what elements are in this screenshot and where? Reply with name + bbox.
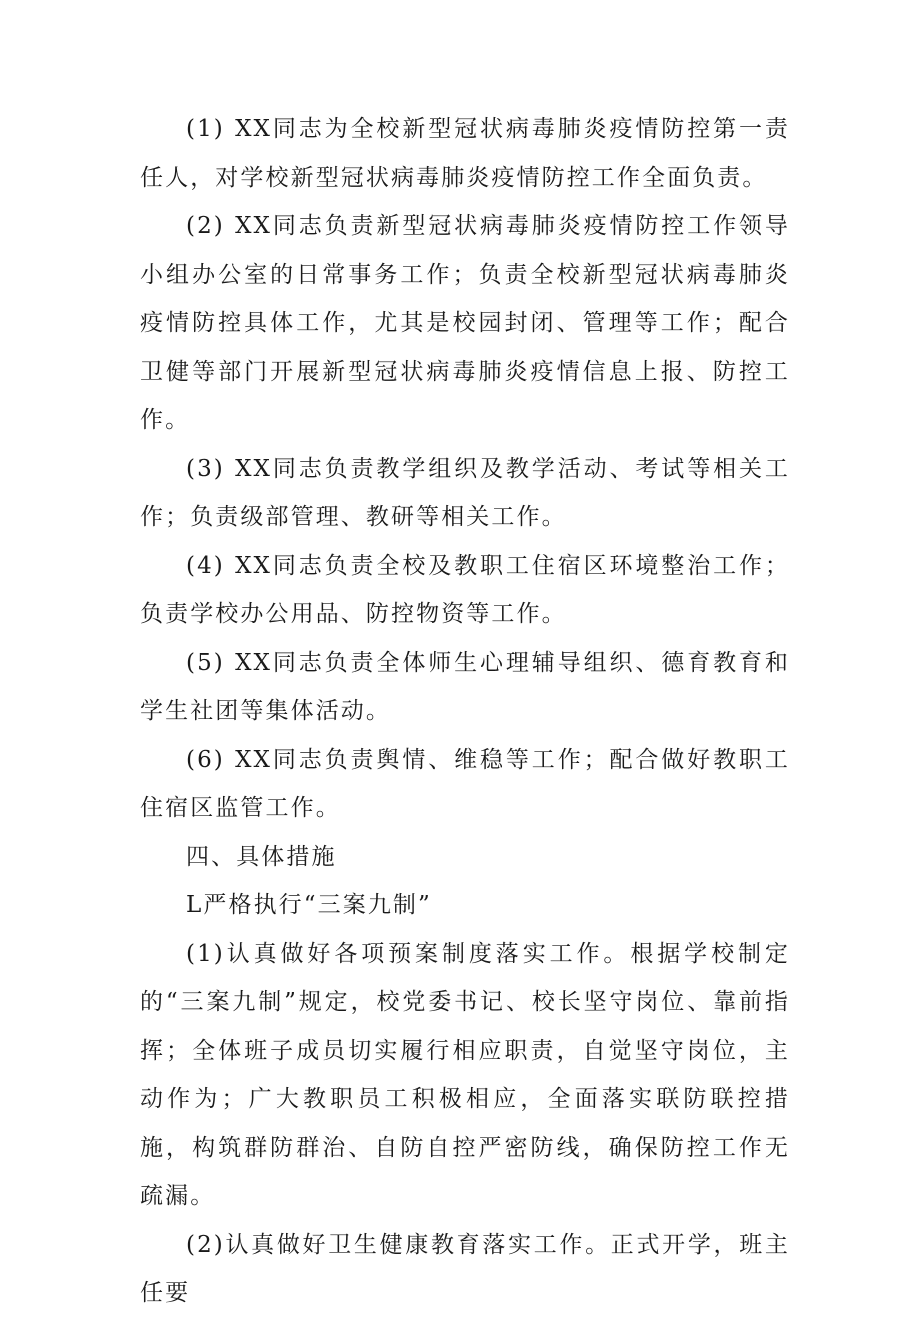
duty-paragraph-3: (3) XX同志负责教学组织及教学活动、考试等相关工作；负责级部管理、教研等相关工作。	[140, 455, 790, 530]
measure-paragraph-2: (2)认真做好卫生健康教育落实工作。正式开学，班主任要	[140, 1231, 790, 1306]
duty-paragraph-4: (4) XX同志负责全校及教职工住宿区环境整治工作；负责学校办公用品、防控物资等工作。	[140, 552, 790, 627]
duty-paragraph-5: (5) XX同志负责全体师生心理辅导组织、德育教育和学生社团等集体活动。	[140, 649, 790, 724]
section-heading: 四、具体措施	[186, 843, 337, 870]
duty-paragraph-6: (6) XX同志负责舆情、维稳等工作；配合做好教职工住宿区监管工作。	[140, 746, 790, 821]
duty-paragraph-1: (1) XX同志为全校新型冠状病毒肺炎疫情防控第一责任人，对学校新型冠状病毒肺炎疫情防控工作全面负责。	[140, 116, 790, 191]
sub-heading: L严格执行“三案九制”	[186, 892, 432, 918]
duty-paragraph-2: (2) XX同志负责新型冠状病毒肺炎疫情防控工作领导小组办公室的日常事务工作；负责全校新型冠状病毒肺炎疫情防控具体工作，尤其是校园封闭、管理等工作；配合卫健等部门开展新型冠状病毒肺炎疫情信息上报、防控工作。	[140, 213, 790, 433]
measure-paragraph-1: (1)认真做好各项预案制度落实工作。根据学校制定的“三案九制”规定，校党委书记、校长坚守岗位、靠前指挥；全体班子成员切实履行相应职责，自觉坚守岗位，主动作为；广大教职员工积极相应，全面落实联防联控措施，构筑群防群治、自防自控严密防线，确保防控工作无疏漏。	[140, 940, 790, 1209]
document-body	[140, 105, 790, 1318]
